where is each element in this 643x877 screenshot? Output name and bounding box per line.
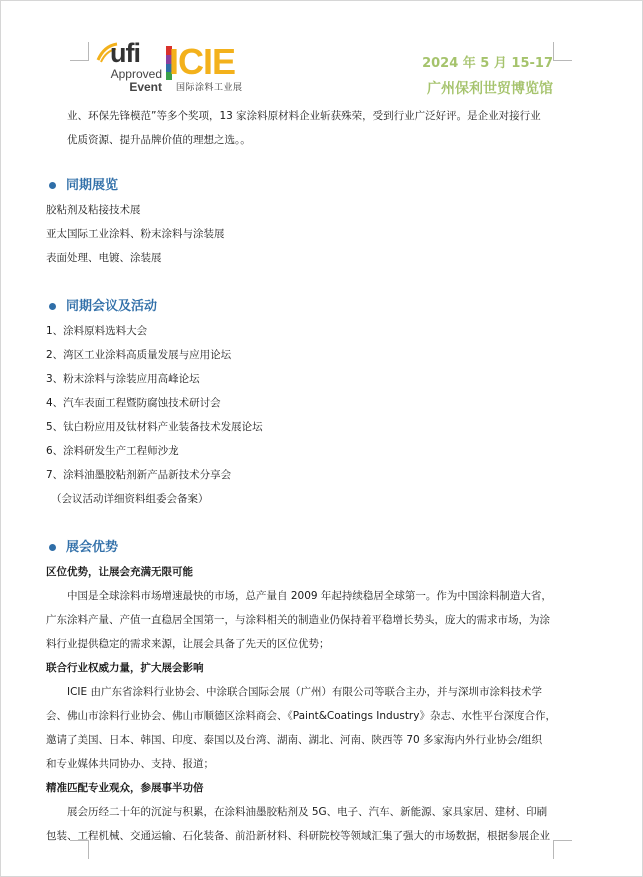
list-item: 4、汽车表面工程暨防腐蚀技术研讨会 (46, 397, 221, 409)
paragraph-line: 会、佛山市涂料行业协会、佛山市顺德区涂料商会、《Paint&Coatings Industry》杂志、水性平台深度合作， (46, 710, 556, 722)
paragraph-line: 中国是全球涂料市场增速最快的市场，总产量自 2009 年起持续稳居全球第一。作为中国涂料制造大省， (67, 590, 552, 602)
section-heading-concurrent-exhibitions: 同期展览 (46, 174, 586, 198)
list-item: 亚太国际工业涂料、粉末涂料与涂装展 (46, 228, 225, 240)
paragraph-line: 邀请了美国、日本、韩国、印度、泰国以及台湾、湖南、湖北、河南、陕西等 70 多家海内外行业协会/组织 (46, 734, 543, 746)
paragraph-line: ICIE 由广东省涂料行业协会、中涂联合国际会展（广州）有限公司等联合主办，并与深圳市涂料技术学 (67, 686, 542, 698)
event-date: 2024 年 5 月 15-17 (422, 56, 553, 71)
list-item: 7、涂料油墨胶粘剂新产品新技术分享会 (46, 469, 232, 481)
intro-line: 业、环保先锋模范”等多个奖项，13 家涂料原材料企业斩获殊荣，受到行业广泛好评。是企业对接行业 (67, 110, 541, 122)
paragraph-line: 和专业媒体共同协办、支持、报道； (46, 758, 214, 770)
icie-logo (166, 41, 258, 94)
ufi-approved-text: Approved (110, 67, 162, 81)
ufi-event-text: Event (129, 80, 162, 94)
icie-wordmark: ICIE (169, 41, 236, 82)
list-item: 6、涂料研发生产工程师沙龙 (46, 445, 179, 457)
section-heading-concurrent-events: 同期会议及活动 (46, 295, 586, 319)
list-item: 5、钛白粉应用及钛材料产业装备技术发展论坛 (46, 421, 263, 433)
document-body (46, 104, 586, 848)
event-venue: 广州保利世贸博览馆 (427, 81, 553, 97)
ufi-approved-event-logo (96, 38, 164, 96)
list-item: 1、涂料原料选料大会 (46, 325, 148, 337)
bullet-icon (49, 544, 56, 551)
crop-mark-top-right (553, 42, 572, 61)
paragraph-line: 广东涂料产量、产值一直稳居全国第一，与涂料相关的制造业仍保持着平稳增长势头，庞大的需求市场，为涂 (46, 614, 550, 626)
ufi-mark: ufi (110, 38, 140, 68)
section-heading-advantages: 展会优势 (46, 536, 586, 560)
list-item: 2、湾区工业涂料高质量发展与应用论坛 (46, 349, 232, 361)
intro-line: 优质资源、提升品牌价值的理想之选。。 (67, 134, 251, 146)
list-item: 表面处理、电镀、涂装展 (46, 252, 162, 264)
subheading: 精准匹配专业观众，参展事半功倍 (46, 782, 204, 794)
paragraph-line: 包装、工程机械、交通运输、石化装备、前沿新材料、科研院校等领域汇集了强大的市场数据，根据参展企业 (46, 830, 550, 842)
list-item: 胶粘剂及粘接技术展 (46, 204, 141, 216)
icie-subtitle: 国际涂料工业展 (176, 83, 243, 93)
crop-mark-top-left (70, 42, 89, 61)
paragraph-line: 展会历经二十年的沉淀与积累，在涂料油墨胶粘剂及 5G、电子、汽车、新能源、家具家居、建材、印刷 (67, 806, 548, 818)
bullet-icon (49, 182, 56, 189)
list-item: 3、粉末涂料与涂装应用高峰论坛 (46, 373, 200, 385)
events-note: （会议活动详细资料组委会备案） (51, 493, 209, 505)
subheading: 联合行业权威力量，扩大展会影响 (46, 662, 204, 674)
paragraph-line: 料行业提供稳定的需求来源，让展会具备了先天的区位优势； (46, 638, 330, 650)
subheading: 区位优势，让展会充满无限可能 (46, 566, 193, 578)
bullet-icon (49, 303, 56, 310)
